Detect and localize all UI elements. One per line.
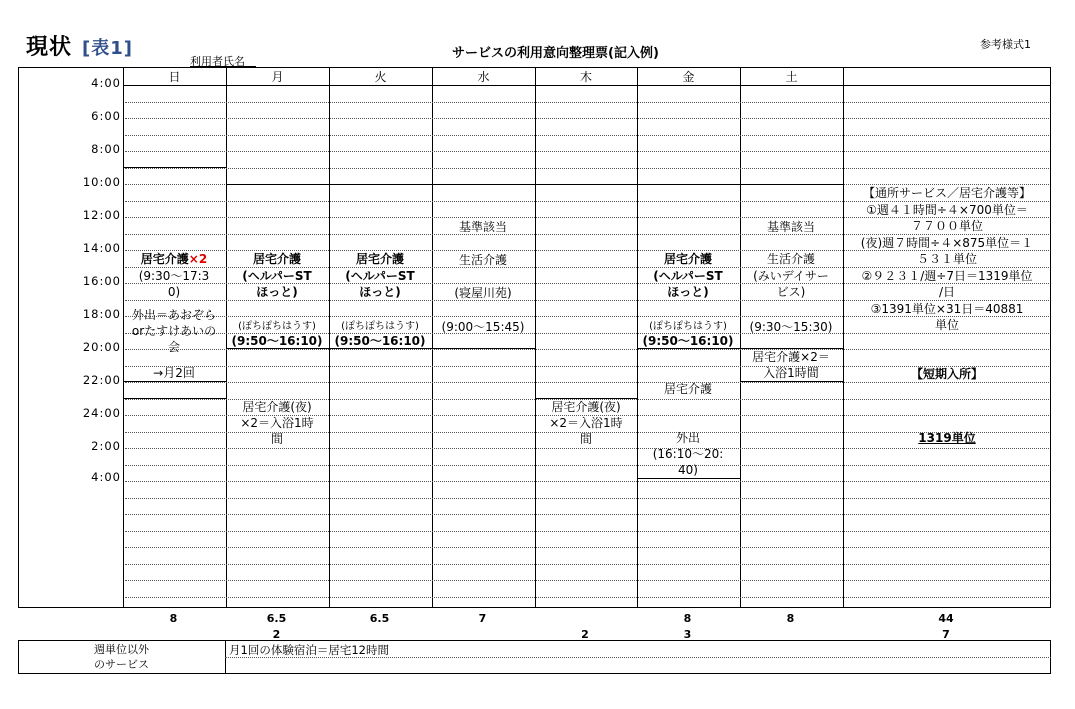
non-weekly-services-label: 週単位以外 のサービス	[94, 643, 149, 671]
time-label: 6:00	[91, 109, 121, 123]
fri-outing: 外出	[675, 431, 700, 445]
schedule-grid	[18, 67, 1051, 608]
column-line	[740, 68, 741, 607]
fri-care-title: 居宅介護	[663, 252, 712, 266]
sat-place-end: ビス)	[776, 285, 806, 299]
day-header: 水	[477, 70, 490, 84]
time-label: 16:00	[82, 274, 121, 288]
tue-care-title: 居宅介護	[355, 252, 404, 266]
thu-evening-line2: ×2＝入浴1時	[549, 416, 623, 430]
time-label: 22:00	[82, 373, 121, 387]
total-value: 6.5	[266, 612, 287, 625]
total-value: 6.5	[369, 612, 390, 625]
sat-evening-line2: 入浴1時間	[763, 366, 819, 380]
block-boundary	[432, 348, 535, 349]
sun-care-time-end: 0)	[167, 285, 181, 299]
row-dotted-line	[125, 481, 1049, 482]
heading-tag: [表1]	[82, 38, 133, 59]
time-label: 4:00	[91, 76, 121, 90]
fri-evening-care: 居宅介護	[663, 382, 712, 396]
wed-service-name: 生活介護	[458, 253, 507, 267]
sun-outing-line3: 会	[167, 340, 180, 354]
row-dotted-line	[125, 135, 1049, 136]
time-label: 8:00	[91, 142, 121, 156]
sat-service-type: 基準該当	[766, 220, 815, 234]
summary-line-5: ②９２３１/週÷7日＝1319単位	[861, 269, 1033, 283]
wed-service-type: 基準該当	[458, 220, 507, 234]
day-header: 金	[682, 70, 695, 84]
time-label: 10:00	[82, 175, 121, 189]
row-dotted-line	[125, 168, 1049, 169]
total-value: 7	[478, 612, 487, 625]
time-label: 4:00	[91, 470, 121, 484]
day-header: 火	[374, 70, 387, 84]
time-label: 2:00	[91, 439, 121, 453]
form-reference: 参考様式1	[980, 38, 1031, 51]
mon-provider: (ヘルパーST	[242, 269, 312, 283]
mon-evening-line3: 間	[270, 432, 283, 446]
block-boundary	[123, 381, 226, 382]
total-value: 7	[942, 628, 950, 641]
sat-place: (みいデイサー	[753, 269, 829, 283]
thu-evening-line3: 間	[579, 432, 592, 446]
block-boundary	[329, 184, 432, 185]
row-dotted-line	[125, 498, 1049, 499]
total-value: 8	[683, 612, 692, 625]
summary-line-8: 単位	[934, 318, 959, 332]
wed-time: (9:00〜15:45)	[441, 320, 525, 334]
day-header: 月	[271, 70, 284, 84]
block-boundary	[740, 381, 843, 382]
summary-line-2: ７７００単位	[910, 219, 983, 233]
total-value: 8	[169, 612, 178, 625]
row-dotted-line	[125, 151, 1049, 152]
row-dotted-line	[125, 547, 1049, 548]
fri-outing-time: (16:10〜20:	[652, 447, 724, 461]
total-value: 2	[272, 628, 281, 641]
mon-time: (9:50〜16:10)	[231, 334, 323, 348]
day-header: 土	[785, 70, 798, 84]
row-dotted-line	[125, 448, 1049, 449]
block-boundary	[123, 398, 226, 399]
non-weekly-services-text: 月1回の体験宿泊＝居宅12時間	[229, 643, 389, 657]
sat-service-name: 生活介護	[766, 252, 815, 266]
time-label: 20:00	[82, 340, 121, 354]
row-dotted-line	[125, 597, 1049, 598]
summary-line-3: (夜)週７時間÷４×875単位＝１	[860, 236, 1034, 250]
row-dotted-line	[125, 118, 1049, 119]
column-line	[535, 68, 536, 607]
row-dotted-line	[125, 580, 1049, 581]
summary-heading: 【通所サービス／居宅介護等】	[862, 186, 1031, 200]
sun-care-title: 居宅介護×2	[140, 252, 208, 266]
wed-place: (寝屋川苑)	[454, 286, 512, 300]
sheet-title: サービスの利用意向整理票(記入例)	[452, 46, 659, 61]
thu-evening-line1: 居宅介護(夜)	[551, 400, 621, 414]
time-label: 12:00	[82, 208, 121, 222]
block-boundary	[535, 184, 637, 185]
column-line	[843, 68, 844, 607]
fri-provider: (ヘルパーST	[653, 269, 723, 283]
fri-provider-end: ほっと)	[667, 285, 709, 299]
block-boundary	[432, 184, 535, 185]
total-value: 3	[683, 628, 692, 641]
header-underline	[123, 85, 1051, 86]
summary-line-7: ③1391単位×31日＝40881	[870, 302, 1024, 316]
tue-provider: (ヘルパーST	[345, 269, 415, 283]
mon-evening-line2: ×2＝入浴1時	[240, 416, 314, 430]
row-dotted-line	[125, 102, 1049, 103]
day-header: 木	[579, 70, 592, 84]
column-line	[432, 68, 433, 607]
sat-evening-line1: 居宅介護×2＝	[752, 350, 830, 364]
mon-evening-line1: 居宅介護(夜)	[242, 400, 312, 414]
day-header	[843, 69, 1051, 85]
mon-provider-end: ほっと)	[256, 285, 298, 299]
summary-line-1: ①週４１時間÷４×700単位＝	[866, 203, 1028, 217]
block-boundary	[740, 184, 843, 185]
heading-title: 現状	[26, 35, 73, 60]
summary-line-4: ５３１単位	[916, 252, 977, 266]
short-stay-heading: 【短期入所】	[910, 367, 983, 381]
mon-care-title: 居宅介護	[252, 252, 301, 266]
sun-outing-line2: orたすけあいの	[131, 324, 217, 338]
time-label: 24:00	[82, 406, 121, 420]
tue-provider-end: ほっと)	[359, 285, 401, 299]
row-dotted-line	[125, 349, 1049, 350]
fri-outing-time-end: 40)	[678, 463, 698, 477]
fri-place: (ぽちぽちはうす)	[649, 321, 727, 332]
tue-time: (9:50〜16:10)	[334, 334, 426, 348]
page-heading	[26, 30, 133, 61]
row-dotted-line	[125, 465, 1049, 466]
sun-outing-line1: 外出＝あおぞら	[131, 308, 216, 322]
block-boundary	[637, 184, 740, 185]
mon-place: (ぽちぽちはうす)	[238, 321, 316, 332]
user-name-label: 利用者氏名	[190, 55, 245, 68]
row-dotted-line	[125, 382, 1049, 383]
sun-care-time: (9:30〜17:3	[138, 269, 210, 283]
block-boundary	[123, 167, 226, 168]
row-dotted-line	[125, 531, 1049, 532]
summary-line-6: /日	[938, 285, 956, 299]
block-boundary	[637, 478, 740, 479]
block-boundary	[226, 184, 329, 185]
time-label: 18:00	[82, 307, 121, 321]
time-label: 14:00	[82, 241, 121, 255]
fri-time: (9:50〜16:10)	[642, 334, 734, 348]
day-header: 日	[168, 70, 181, 84]
total-value: 44	[938, 612, 954, 625]
sun-frequency: →月2回	[153, 366, 195, 380]
sat-time: (9:30〜15:30)	[749, 320, 833, 334]
row-dotted-line	[125, 514, 1049, 515]
total-value: 8	[786, 612, 795, 625]
short-stay-units: 1319単位	[918, 431, 976, 445]
row-dotted-line	[125, 564, 1049, 565]
total-value: 2	[581, 628, 589, 641]
tue-place: (ぽちぽちはうす)	[341, 321, 419, 332]
